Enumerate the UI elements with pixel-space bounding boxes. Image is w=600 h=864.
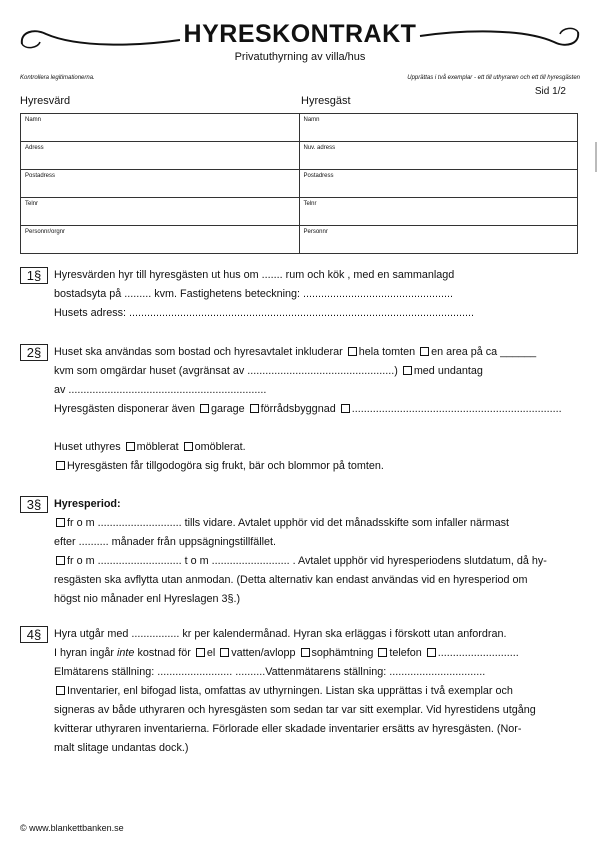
section-number: 3§ [20,496,48,513]
landlord-address-field[interactable] [21,142,300,170]
section-3-text: resgästen ska avflytta utan anmodan. (Detta alternativ kan endast användas vid en hyresperiod om [54,574,528,586]
rental-period-heading: Hyresperiod: [54,498,121,510]
section-number: 1§ [20,267,48,284]
area-checkbox[interactable] [420,347,429,356]
document-subtitle: Privatuthyrning av villa/hus [234,51,366,63]
field-label: Telnr [303,201,317,207]
checkbox-label: garage [211,403,245,415]
other-cost-checkbox[interactable] [427,648,436,657]
landlord-name-field[interactable] [21,114,300,142]
storage-checkbox[interactable] [250,404,259,413]
garage-checkbox[interactable] [200,404,209,413]
checkbox-label: förrådsbyggnad [260,403,336,415]
footer-copyright: © www.blankettbanken.se [20,823,124,833]
garbage-checkbox[interactable] [301,648,310,657]
section-3-text: fr o m ............................ tills vidare. Avtalet upphör vid det månadsskifte som infaller närmast [67,517,510,529]
checkbox-label: möblerat [136,441,179,453]
landlord-heading: Hyresvärd [20,95,71,107]
document-title: HYRESKONTRAKT [183,20,417,48]
open-ended-checkbox[interactable] [56,518,65,527]
landlord-postal-field[interactable] [21,170,300,198]
section-4-text: kvitterar uthyraren inventarierna. Förlorade eller skadade inventarier ersätts av hyresgästen. (Nor- [54,723,522,735]
checkbox-label: el [206,647,216,659]
tenant-address-field[interactable] [299,142,578,170]
field-label: Personnr [303,229,328,235]
electricity-checkbox[interactable] [196,648,205,657]
whole-plot-checkbox[interactable] [348,347,357,356]
field-label: Nuv. adress [303,145,336,151]
tenant-heading: Hyresgäst [301,95,351,107]
section-4-text: kostnad för [137,647,191,659]
water-checkbox[interactable] [220,648,229,657]
section-1-line-3: Husets adress: ................................................................................................................... [54,307,474,319]
furnished-checkbox[interactable] [126,442,135,451]
page-number: Sid 1/2 [534,86,566,97]
field-label: Postadress [25,173,56,179]
section-4-text: Inventarier, enl bifogad lista, omfattas av uthyrningen. Listan ska upprättas i två exemplar och [67,685,513,697]
exception-checkbox[interactable] [403,366,412,375]
scrollbar-thumb[interactable] [595,142,597,172]
tenant-name-field[interactable] [299,114,578,142]
field-label: Personnr/orgnr [25,229,66,235]
section-4-text: signeras av både uthyraren och hyresgästen som sedan tar var sitt exemplar. Vid hyrestidens utgång [54,704,536,716]
section-2-text: Huset uthyres [54,441,121,453]
section-2-text: av .................................................................. [54,384,267,396]
section-3-text: efter .......... månader från uppsägningstillfället. [54,536,277,548]
id-check-note: Kontrollera legitimationerna. [20,75,95,81]
section-3-text: fr o m ............................ t o m .......................... . Avtalet upphör vid hyresperiodens slutdatum, då hy- [67,555,547,567]
unfurnished-checkbox[interactable] [184,442,193,451]
field-label: Namn [25,117,42,123]
fixed-term-checkbox[interactable] [56,556,65,565]
tenant-idnumber-field[interactable] [299,226,578,254]
section-4-text: I hyran ingår [54,647,115,659]
landlord-phone-field[interactable] [21,198,300,226]
tenant-postal-field[interactable] [299,170,578,198]
checkbox-label: hela tomten [358,346,416,358]
field-label: Namn [303,117,320,123]
section-2-text: kvm som omgärdar huset (avgränsat av .................................................) [54,365,398,377]
fruit-checkbox[interactable] [56,461,65,470]
inventory-checkbox[interactable] [56,686,65,695]
section-1-line-2: bostadsyta på ......... kvm. Fastighetens beteckning: .................................................. [54,288,454,300]
checkbox-label: en area på ca ______ [431,346,537,358]
field-label: Adress [25,145,44,151]
section-number: 2§ [20,344,48,361]
checkbox-label: telefon [389,647,422,659]
checkbox-label: sophämtning [311,647,374,659]
section-4-text: Elmätarens ställning: ......................... ..........Vattenmätarens ställning: ................................ [54,666,486,678]
section-2-text: Hyresgästen disponerar även [54,403,196,415]
checkbox-label: ........................... [437,647,519,659]
checkbox-label: med undantag [413,365,483,377]
other-building-checkbox[interactable] [341,404,350,413]
checkbox-label: omöblerat. [194,441,246,453]
section-1-line-1: Hyresvärden hyr till hyresgästen ut hus om ....... rum och kök , med en sammanlagd [54,269,455,281]
checkbox-label: ...................................................................... [351,403,562,415]
field-label: Postadress [303,173,334,179]
checkbox-label: vatten/avlopp [231,647,296,659]
emphasis-text: inte [117,647,135,659]
section-4-text: Hyra utgår med ................ kr per kalendermånad. Hyran ska erläggas i förskott utan anfordran. [54,628,507,640]
checkbox-label: Hyresgästen får tillgodogöra sig frukt, bär och blommor på tomten. [67,460,384,472]
copies-note: Upprättas i två exemplar - ett till uthyraren och ett till hyresgästen [407,75,580,81]
landlord-idnumber-field[interactable] [21,226,300,254]
phone-checkbox[interactable] [378,648,387,657]
field-label: Telnr [25,201,39,207]
section-4-text: malt slitage undantas dock.) [54,742,189,754]
section-number: 4§ [20,626,48,643]
tenant-phone-field[interactable] [299,198,578,226]
section-3-text: högst nio månader enl Hyreslagen 3§.) [54,593,241,605]
parties-table [20,113,578,254]
section-2-text: Huset ska användas som bostad och hyresavtalet inkluderar [54,346,343,358]
